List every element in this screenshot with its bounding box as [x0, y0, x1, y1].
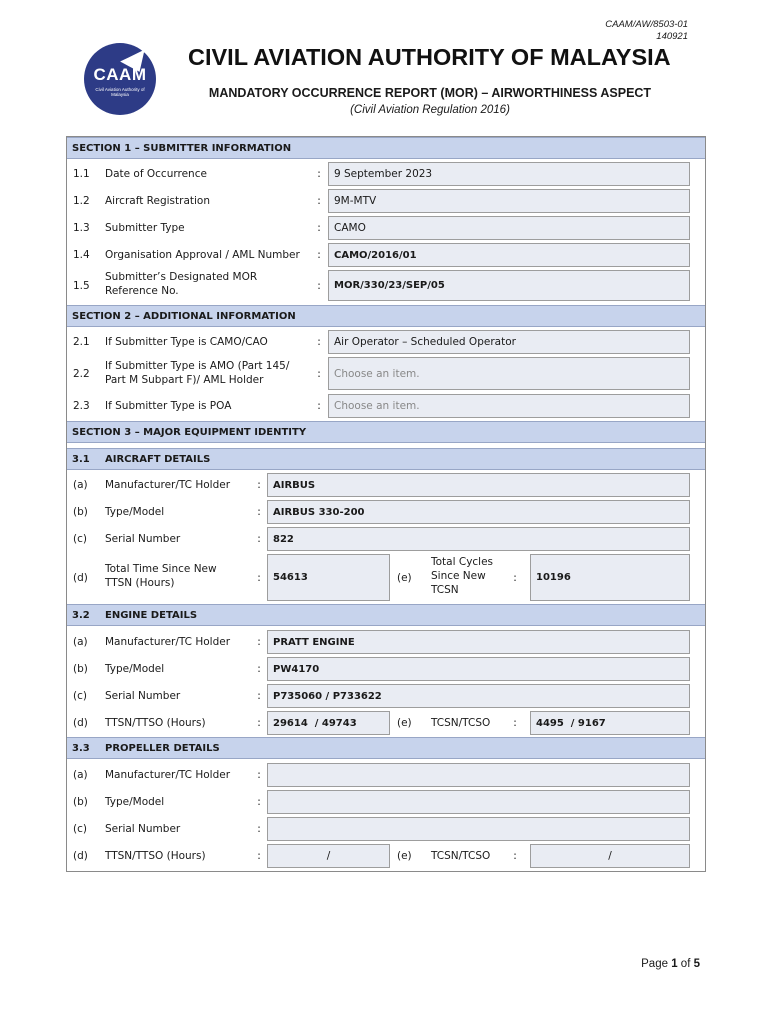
form-reference [605, 19, 688, 43]
row-number: 2.3 [73, 400, 90, 412]
colon: : [513, 717, 517, 729]
propeller-type-field[interactable] [267, 790, 690, 814]
row-label: TCSN/TCSO [431, 850, 491, 862]
form-revision: 140921 [656, 31, 688, 42]
mor-form [66, 136, 706, 872]
row-number: 1.3 [73, 222, 90, 234]
aircraft-serial-field[interactable]: 822 [267, 527, 690, 551]
row-letter: (e) [397, 850, 412, 862]
row-2-2 [67, 356, 705, 392]
row-letter: (a) [73, 479, 88, 491]
row-number: 1.1 [73, 168, 90, 180]
colon: : [257, 636, 261, 648]
engine-tcsn-field[interactable]: 4495 / 9167 [530, 711, 690, 735]
engine-row-a [67, 629, 705, 655]
subsection-title: ENGINE DETAILS [105, 609, 198, 621]
logo-text: CAAM [93, 65, 147, 84]
row-number: 2.2 [73, 368, 90, 380]
row-label: Date of Occurrence [105, 168, 207, 180]
row-2-3 [67, 393, 705, 419]
page-current: 1 [671, 958, 678, 970]
colon: : [317, 368, 321, 380]
propeller-row-b [67, 789, 705, 815]
row-label: If Submitter Type is POA [105, 400, 232, 412]
colon: : [257, 823, 261, 835]
propeller-tcsn-field[interactable]: / [530, 844, 690, 868]
row-label: Type/Model [105, 796, 165, 808]
row-label: If Submitter Type is AMO (Part 145/ Part M Subpart F)/ AML Holder [105, 360, 290, 386]
subsection-number: 3.2 [72, 609, 90, 621]
section-3-header: SECTION 3 – MAJOR EQUIPMENT IDENTITY [67, 421, 705, 443]
row-label: Manufacturer/TC Holder [105, 769, 231, 781]
colon: : [317, 280, 321, 292]
row-1-2 [67, 188, 705, 214]
subsection-title: AIRCRAFT DETAILS [105, 453, 211, 465]
row-letter: (b) [73, 663, 88, 675]
row-1-1 [67, 161, 705, 187]
row-label: Type/Model [105, 506, 165, 518]
row-number: 1.4 [73, 249, 90, 261]
submitter-type-select[interactable]: CAMO [328, 216, 690, 240]
row-label: TTSN/TTSO (Hours) [105, 717, 206, 729]
propeller-manufacturer-field[interactable] [267, 763, 690, 787]
row-letter: (a) [73, 636, 88, 648]
camo-type-select[interactable]: Air Operator – Scheduled Operator [328, 330, 690, 354]
page-word: Page [641, 958, 668, 970]
page-subtitle: MANDATORY OCCURRENCE REPORT (MOR) – AIRWORTHINESS ASPECT [208, 86, 652, 100]
aircraft-row-a [67, 472, 705, 498]
row-letter: (b) [73, 796, 88, 808]
row-letter: (e) [397, 572, 412, 584]
row-1-5 [67, 269, 705, 303]
colon: : [257, 690, 261, 702]
colon: : [257, 572, 261, 584]
colon: : [513, 850, 517, 862]
row-label: Submitter’s Designated MOR Reference No. [105, 271, 258, 297]
colon: : [317, 249, 321, 261]
row-label: If Submitter Type is CAMO/CAO [105, 336, 268, 348]
colon: : [257, 506, 261, 518]
colon: : [317, 336, 321, 348]
row-letter: (a) [73, 769, 88, 781]
organisation-approval-field[interactable]: CAMO/2016/01 [328, 243, 690, 267]
row-1-4 [67, 242, 705, 268]
section-1-header: SECTION 1 – SUBMITTER INFORMATION [67, 137, 705, 159]
colon: : [513, 572, 517, 584]
row-letter: (b) [73, 506, 88, 518]
row-number: 2.1 [73, 336, 90, 348]
propeller-row-a [67, 762, 705, 788]
row-label: Type/Model [105, 663, 165, 675]
row-1-3 [67, 215, 705, 241]
row-label: Submitter Type [105, 222, 185, 234]
amo-type-select[interactable]: Choose an item. [328, 357, 690, 390]
propeller-row-d [67, 843, 705, 869]
colon: : [257, 796, 261, 808]
colon: : [317, 400, 321, 412]
caam-logo [84, 43, 156, 115]
aircraft-row-c [67, 526, 705, 552]
poa-type-select[interactable]: Choose an item. [328, 394, 690, 418]
row-letter: (e) [397, 717, 412, 729]
page-number [641, 958, 700, 970]
aircraft-details-header [67, 448, 705, 470]
logo-subtext: Civil Aviation Authority of Malaysia [95, 87, 145, 97]
form-code: CAAM/AW/8503-01 [605, 19, 688, 30]
row-letter: (c) [73, 690, 87, 702]
row-label: Manufacturer/TC Holder [105, 479, 231, 491]
engine-details-header [67, 604, 705, 626]
propeller-ttsn-field[interactable]: / [267, 844, 390, 868]
row-label: TTSN/TTSO (Hours) [105, 850, 206, 862]
row-letter: (d) [73, 850, 88, 862]
engine-ttsn-field[interactable]: 29614 / 49743 [267, 711, 390, 735]
engine-row-c [67, 683, 705, 709]
aircraft-manufacturer-field[interactable]: AIRBUS [267, 473, 690, 497]
row-number: 1.2 [73, 195, 90, 207]
row-label: Manufacturer/TC Holder [105, 636, 231, 648]
colon: : [317, 195, 321, 207]
aircraft-tcsn-field[interactable]: 10196 [530, 554, 690, 601]
engine-row-b [67, 656, 705, 682]
date-of-occurrence-field[interactable]: 9 September 2023 [328, 162, 690, 186]
colon: : [257, 533, 261, 545]
aircraft-registration-field[interactable]: 9M-MTV [328, 189, 690, 213]
engine-serial-field[interactable]: P735060 / P733622 [267, 684, 690, 708]
page-of: of [680, 958, 691, 970]
mor-reference-field[interactable]: MOR/330/23/SEP/05 [328, 270, 690, 301]
row-letter: (c) [73, 533, 87, 545]
colon: : [257, 850, 261, 862]
subsection-number: 3.1 [72, 453, 90, 465]
colon: : [257, 663, 261, 675]
colon: : [257, 769, 261, 781]
row-2-1 [67, 329, 705, 355]
propeller-details-header [67, 737, 705, 759]
row-label: Aircraft Registration [105, 195, 210, 207]
aircraft-row-d [67, 553, 705, 603]
row-letter: (d) [73, 717, 88, 729]
page-total: 5 [693, 958, 700, 970]
row-label: Serial Number [105, 823, 181, 835]
row-label: Total Time Since New TTSN (Hours) [105, 563, 217, 589]
subsection-title: PROPELLER DETAILS [105, 742, 220, 754]
engine-row-d [67, 710, 705, 736]
row-label: Organisation Approval / AML Number [105, 249, 300, 261]
row-label: Total Cycles Since New TCSN [431, 556, 494, 596]
regulation-note: (Civil Aviation Regulation 2016) [350, 104, 510, 116]
aircraft-row-b [67, 499, 705, 525]
propeller-row-c [67, 816, 705, 842]
colon: : [317, 168, 321, 180]
colon: : [317, 222, 321, 234]
colon: : [257, 479, 261, 491]
row-label: Serial Number [105, 533, 181, 545]
subsection-number: 3.3 [72, 742, 90, 754]
engine-manufacturer-field[interactable]: PRATT ENGINE [267, 630, 690, 654]
row-letter: (c) [73, 823, 87, 835]
row-label: Serial Number [105, 690, 181, 702]
row-label: TCSN/TCSO [431, 717, 491, 729]
propeller-serial-field[interactable] [267, 817, 690, 841]
row-number: 1.5 [73, 280, 90, 292]
aircraft-ttsn-field[interactable]: 54613 [267, 554, 390, 601]
row-letter: (d) [73, 572, 88, 584]
page-title: CIVIL AVIATION AUTHORITY OF MALAYSIA [188, 44, 671, 70]
aircraft-type-field[interactable]: AIRBUS 330-200 [267, 500, 690, 524]
engine-type-field[interactable]: PW4170 [267, 657, 690, 681]
colon: : [257, 717, 261, 729]
section-2-header: SECTION 2 – ADDITIONAL INFORMATION [67, 305, 705, 327]
